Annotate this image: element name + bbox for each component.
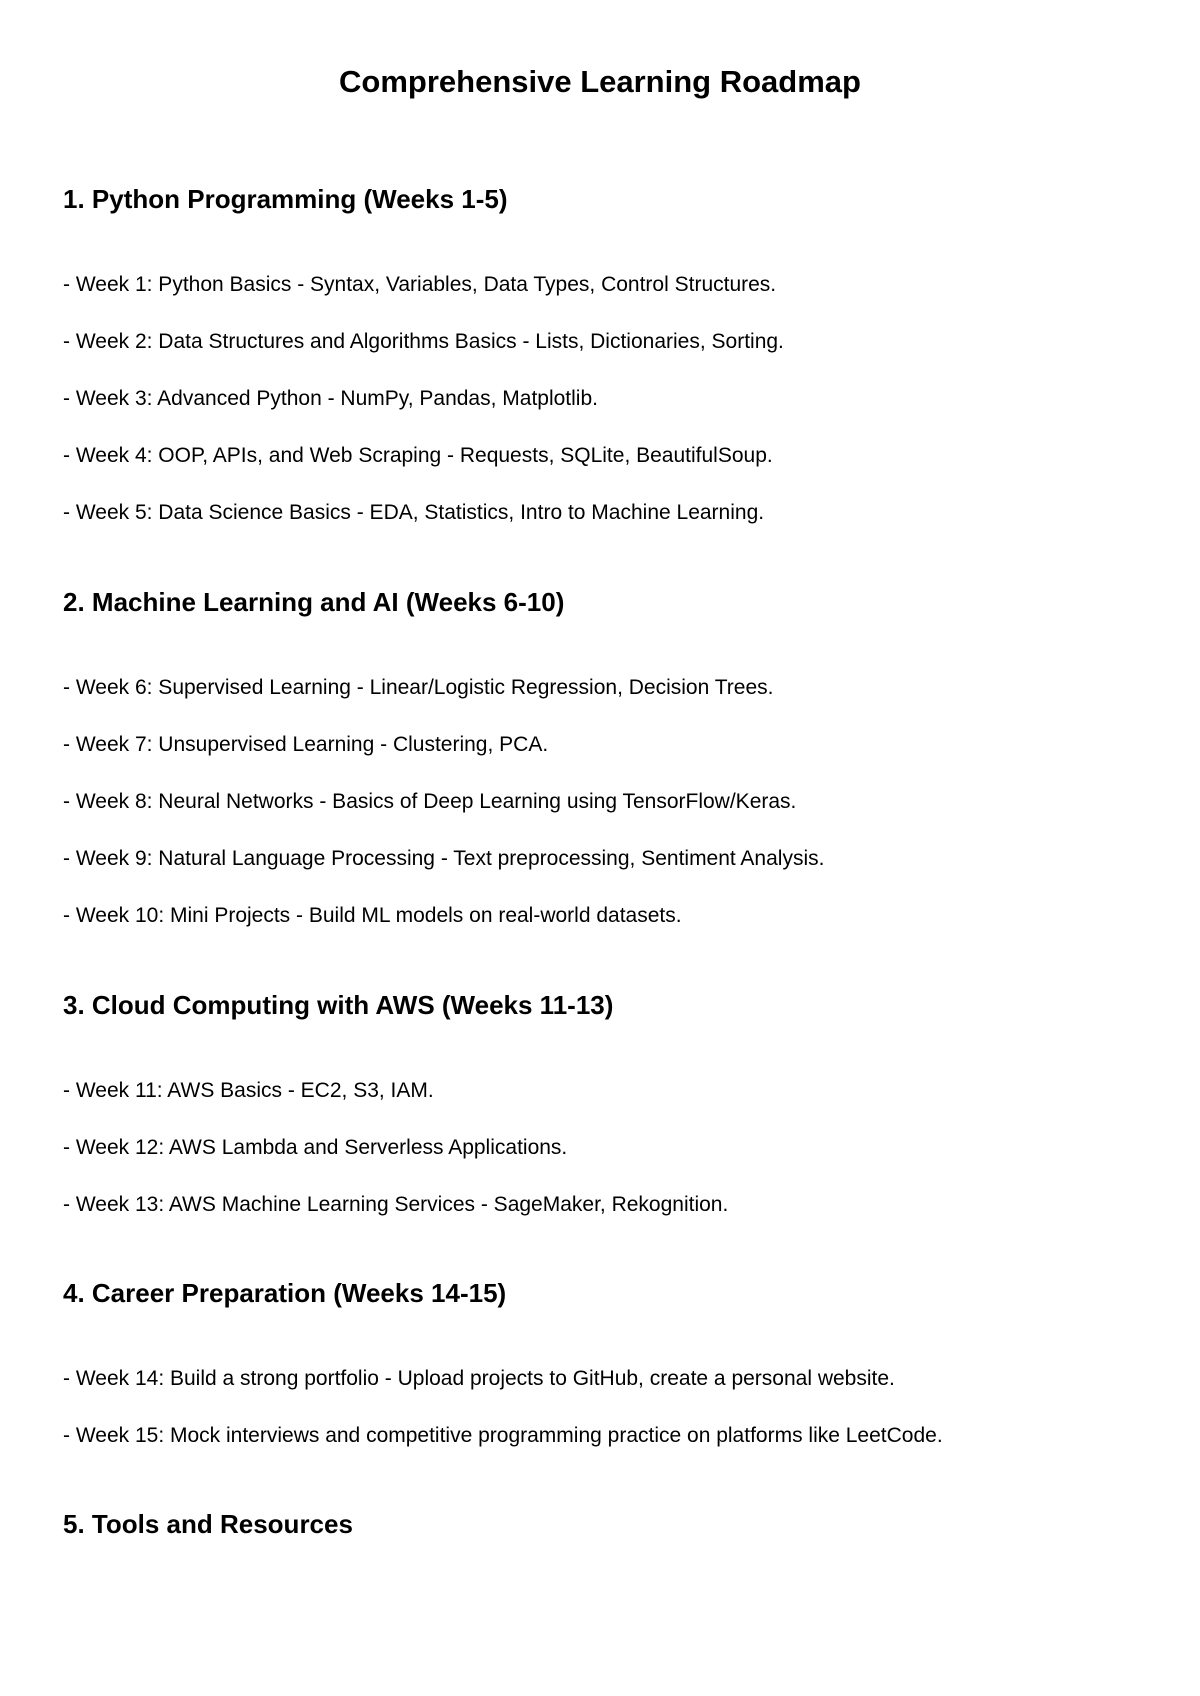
- page-title: Comprehensive Learning Roadmap: [339, 64, 861, 99]
- list-item: - Week 7: Unsupervised Learning - Clustering, PCA.: [63, 733, 549, 756]
- list-item: - Week 1: Python Basics - Syntax, Variables, Data Types, Control Structures.: [63, 273, 777, 296]
- list-item: - Week 10: Mini Projects - Build ML models on real-world datasets.: [63, 904, 682, 927]
- list-item: - Week 12: AWS Lambda and Serverless Applications.: [63, 1136, 568, 1159]
- section-heading-aws: 3. Cloud Computing with AWS (Weeks 11-13): [63, 990, 614, 1020]
- list-item: - Week 9: Natural Language Processing - Text preprocessing, Sentiment Analysis.: [63, 847, 825, 870]
- list-item: - Week 8: Neural Networks - Basics of Deep Learning using TensorFlow/Keras.: [63, 790, 797, 813]
- section-heading-tools: 5. Tools and Resources: [63, 1509, 353, 1539]
- list-item: - Week 4: OOP, APIs, and Web Scraping - Requests, SQLite, BeautifulSoup.: [63, 444, 773, 467]
- list-item: - Week 2: Data Structures and Algorithms Basics - Lists, Dictionaries, Sorting.: [63, 330, 784, 353]
- list-item: - Week 3: Advanced Python - NumPy, Pandas, Matplotlib.: [63, 387, 598, 410]
- section-heading-ml-ai: 2. Machine Learning and AI (Weeks 6-10): [63, 587, 565, 617]
- list-item: - Week 11: AWS Basics - EC2, S3, IAM.: [63, 1079, 434, 1102]
- section-heading-python: 1. Python Programming (Weeks 1-5): [63, 184, 508, 214]
- section-heading-career: 4. Career Preparation (Weeks 14-15): [63, 1278, 507, 1308]
- list-item: - Week 15: Mock interviews and competitive programming practice on platforms like LeetCode.: [63, 1424, 943, 1447]
- list-item: - Week 13: AWS Machine Learning Services - SageMaker, Rekognition.: [63, 1193, 729, 1216]
- list-item: - Week 6: Supervised Learning - Linear/Logistic Regression, Decision Trees.: [63, 676, 774, 699]
- list-item: - Week 5: Data Science Basics - EDA, Statistics, Intro to Machine Learning.: [63, 501, 765, 524]
- list-item: - Week 14: Build a strong portfolio - Upload projects to GitHub, create a personal website.: [63, 1367, 895, 1390]
